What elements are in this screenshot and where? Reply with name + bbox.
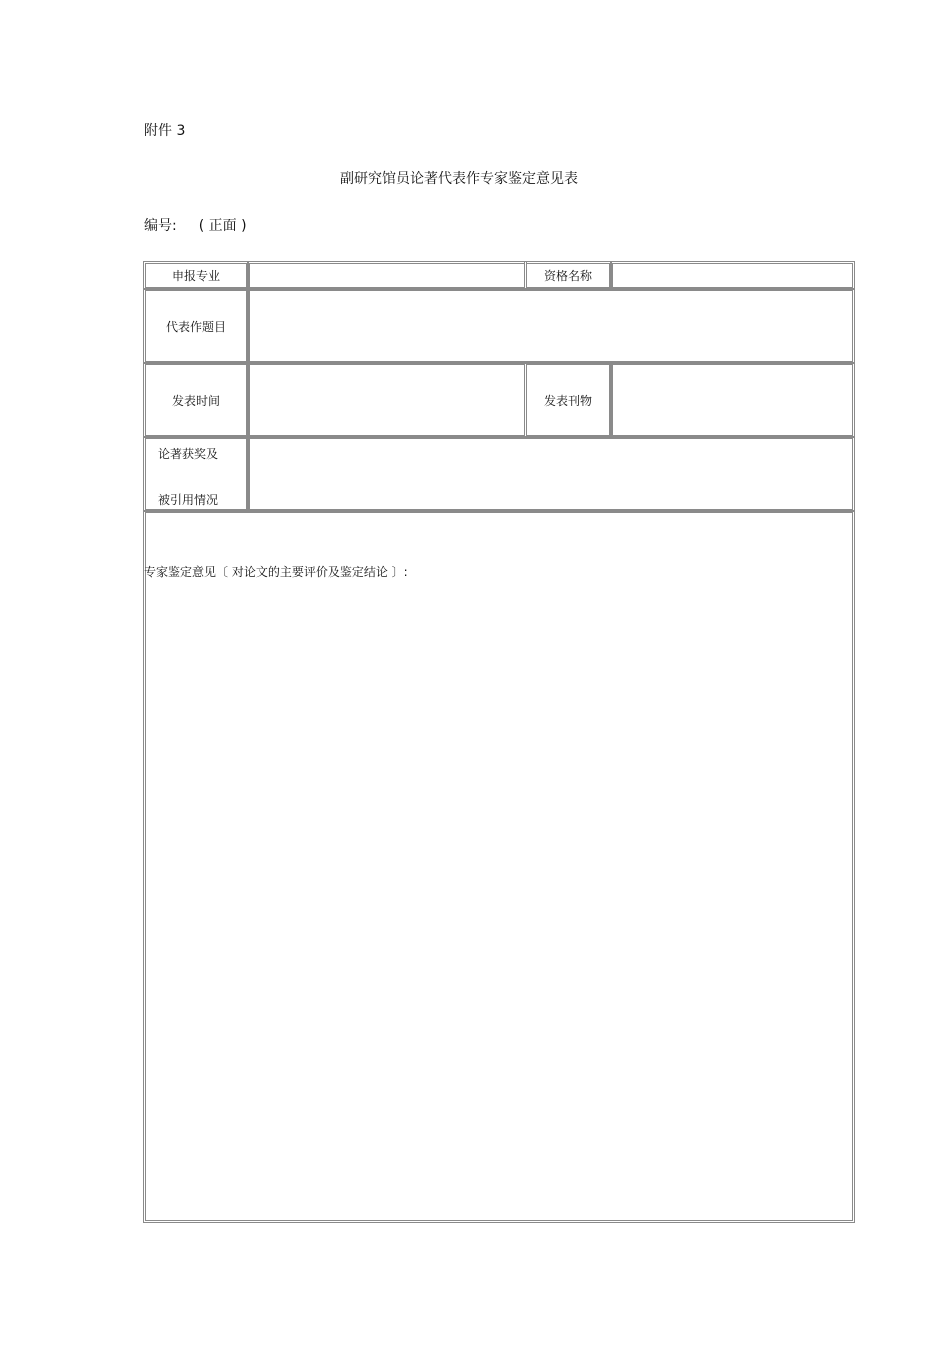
- journal-field[interactable]: [610, 362, 855, 438]
- attachment-number: 附件 3: [144, 123, 186, 139]
- serial-number-label: 编号:: [144, 218, 177, 234]
- side-indicator: ( 正面 ): [198, 218, 247, 234]
- major-label: 申报专业: [171, 269, 220, 283]
- awards-field[interactable]: [247, 436, 855, 512]
- work-title-field[interactable]: [247, 288, 855, 364]
- publish-time-label-cell: [143, 362, 249, 438]
- major-label-cell: [143, 261, 249, 290]
- awards-label-cell: [143, 436, 249, 512]
- awards-label-line2: 被引用情况: [158, 493, 219, 507]
- awards-label-line1: 论著获奖及: [158, 447, 219, 461]
- major-field[interactable]: [247, 261, 527, 290]
- journal-label: 发表刊物: [543, 393, 592, 408]
- expert-opinion-field[interactable]: [143, 510, 855, 1223]
- expert-opinion-label: 专家鉴定意见〔 对论文的主要评价及鉴定结论 〕:: [144, 565, 408, 579]
- serial-number-line: [144, 215, 247, 235]
- form-title: 副研究馆员论著代表作专家鉴定意见表: [340, 171, 578, 187]
- qualification-field[interactable]: [610, 261, 855, 290]
- publish-time-label: 发表时间: [171, 393, 220, 408]
- work-title-label-cell: [143, 288, 249, 364]
- appraisal-form: [143, 261, 855, 1223]
- publish-time-field[interactable]: [247, 362, 527, 438]
- journal-label-cell: [524, 362, 612, 438]
- work-title-label: 代表作题目: [165, 319, 226, 334]
- qualification-label-cell: [524, 261, 612, 290]
- qualification-label: 资格名称: [543, 269, 592, 283]
